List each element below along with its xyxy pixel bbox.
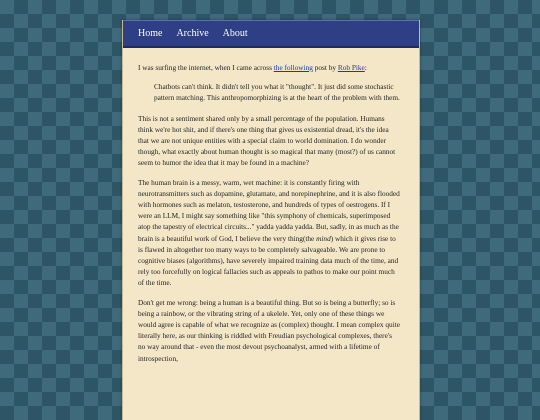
- post-content: [123, 48, 419, 364]
- intro-mid-text: post by: [312, 63, 338, 72]
- paragraph-1: This is not a sentiment shared only by a small percentage of the population. Humans think we're hot shit, and if there's one thing that gives us existential dread, it's the idea that we are not unique entities with a special claim to world domination. I do wonder though, what exactly about human thought is so magical that many (most?) of us cannot seem to humor the idea that it may be found in a machine?: [138, 113, 396, 168]
- following-link[interactable]: the following: [273, 63, 313, 72]
- quote-block: Chatbots can't think. It didn't tell you what it "thought". It just did some stochastic pattern matching. This anthropomorphizing is at the heart of the problem with them.: [154, 82, 400, 103]
- nav-about-link[interactable]: About: [222, 28, 248, 39]
- nav-archive-link[interactable]: Archive: [176, 28, 209, 39]
- intro-text: I was surfing the internet, when I came across: [138, 63, 274, 72]
- nav-home-link[interactable]: Home: [138, 28, 163, 39]
- page-container: [122, 20, 420, 420]
- intro-paragraph: [138, 62, 401, 73]
- intro-end-text: :: [364, 63, 367, 72]
- paragraph-2: [138, 177, 401, 289]
- mind-emphasis: mind: [316, 233, 331, 243]
- author-link[interactable]: Rob Pike: [337, 63, 365, 72]
- paragraph-2-text-a: The human brain is a messy, warm, wet machine: it is constantly firing with neurotransmitters such as dopamine, glutamate, and norepinephrine, and it is also flooded with hormones such as melaton, testosterone, and hundreds of types of oestrogens. If I were an LLM, I might say something like "this symphony of chemicals, superimposed atop the tapestry of electrical circuits..." yadda yadda yadda. But, sadly, in as much as the brain is a beautiful work of God, I believe the very thing(the: [138, 177, 400, 243]
- paragraph-3: Don't get me wrong: being a human is a beautiful thing. But so is being a butterfly; so is being a rainbow, or the vibrating string of a ukelele. Yet, only one of these things we would agree is capable of what we recognize as (complex) thought. I mean complex quite literally here, as our thinking is riddled with Freudian psychological complexes, there's no way around that - even the most devout psychoanalyst, armed with a lifetime of introspection,: [138, 297, 400, 363]
- top-nav: [123, 20, 419, 48]
- paragraph-2-text-b: ) which it gives rise to is flawed in altogether too many ways to be completely salvageable. We are prone to cognitive biases (algorithms), have severely impaired training data much of the time, and rely too forcefully on logical fallacies such as appeals to pathos to make our point much of the time.: [138, 233, 399, 288]
